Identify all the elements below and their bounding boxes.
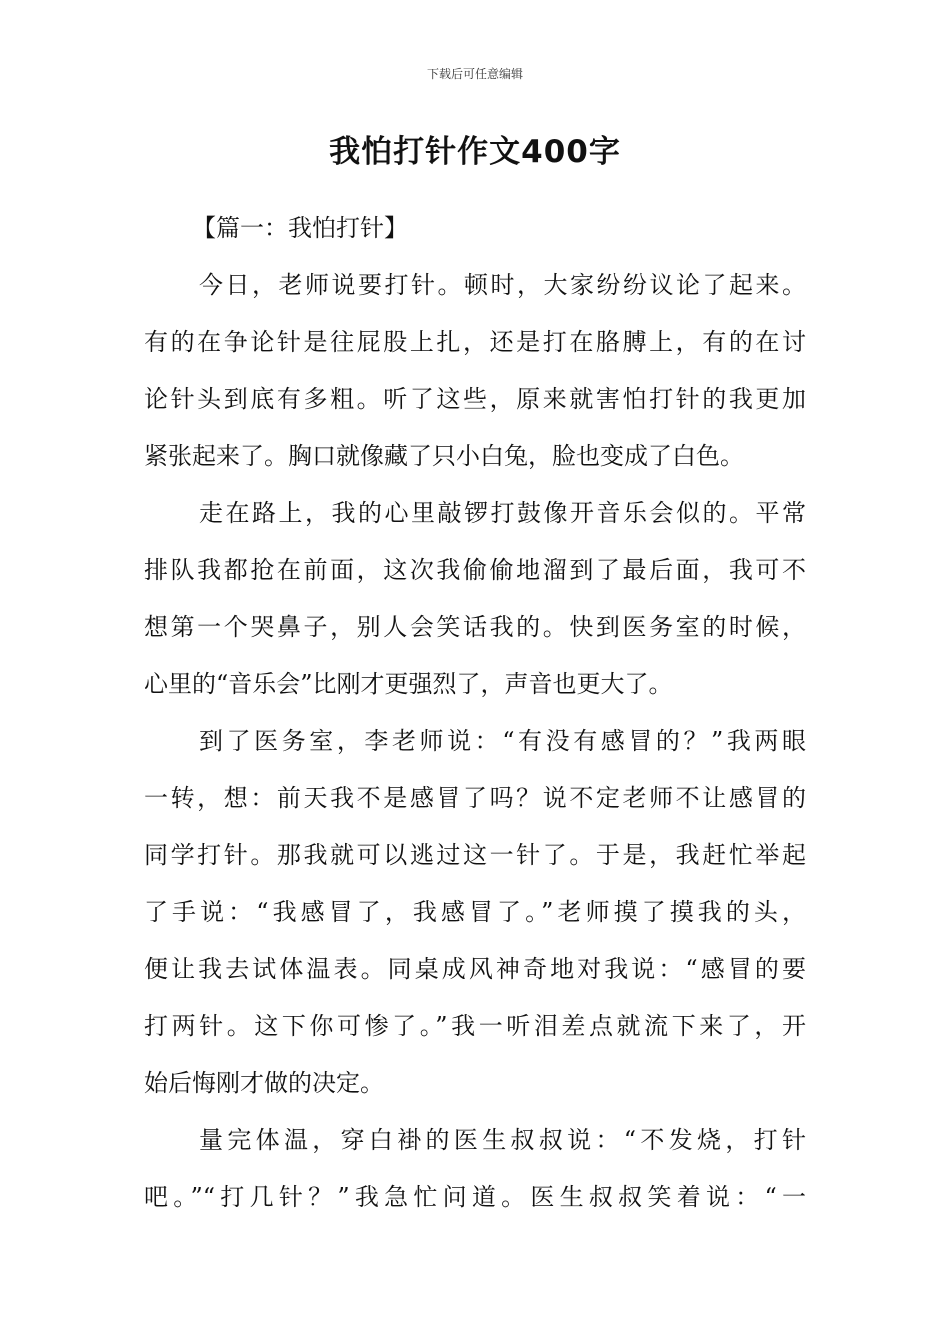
paragraph-line: 一转，想：前天我不是感冒了吗？说不定老师不让感冒的: [144, 784, 806, 812]
paragraph-2: [144, 485, 806, 713]
paragraph-line: 吧。”“打几针？”我急忙问道。医生叔叔笑着说：“一: [144, 1183, 806, 1211]
paragraph-line: 心里的“音乐会”比刚才更强烈了，声音也更大了。: [144, 670, 673, 698]
paragraph-line: 今日，老师说要打针。顿时，大家纷纷议论了起来。: [199, 271, 806, 299]
paragraph-line: 同学打针。那我就可以逃过这一针了。于是，我赶忙举起: [144, 841, 806, 869]
paragraph-line: 始后悔刚才做的决定。: [144, 1069, 384, 1097]
section-heading: 【篇一：我怕打针】: [192, 214, 408, 242]
paragraph-line: 到了医务室，李老师说：“有没有感冒的？”我两眼: [199, 727, 806, 755]
paragraph-1: [144, 257, 806, 485]
paragraph-line: 紧张起来了。胸口就像藏了只小白兔，脸也变成了白色。: [144, 442, 744, 470]
paragraph-line: 打两针。这下你可惨了。”我一听泪差点就流下来了，开: [144, 1012, 806, 1040]
article-body: [144, 200, 806, 1226]
paragraph-line: 有的在争论针是往屁股上扎，还是打在胳膊上，有的在讨: [144, 328, 806, 356]
paragraph-line: 想第一个哭鼻子，别人会笑话我的。快到医务室的时候，: [144, 613, 806, 641]
paragraph-3: [144, 713, 806, 1112]
paragraph-line: 走在路上，我的心里敲锣打鼓像开音乐会似的。平常: [199, 499, 806, 527]
paragraph-line: 便让我去试体温表。同桌成风神奇地对我说：“感冒的要: [144, 955, 806, 983]
paragraph-line: 量完体温，穿白褂的医生叔叔说：“不发烧，打针: [199, 1126, 806, 1154]
paragraph-4: [144, 1112, 806, 1226]
download-note: 下载后可任意编辑: [426, 67, 523, 81]
document-title: 我怕打针作文400字: [329, 134, 621, 170]
paragraph-line: 论针头到底有多粗。听了这些，原来就害怕打针的我更加: [144, 385, 806, 413]
paragraph-line: 排队我都抢在前面，这次我偷偷地溜到了最后面，我可不: [144, 556, 806, 584]
paragraph-line: 了手说：“我感冒了，我感冒了。”老师摸了摸我的头，: [144, 898, 806, 926]
